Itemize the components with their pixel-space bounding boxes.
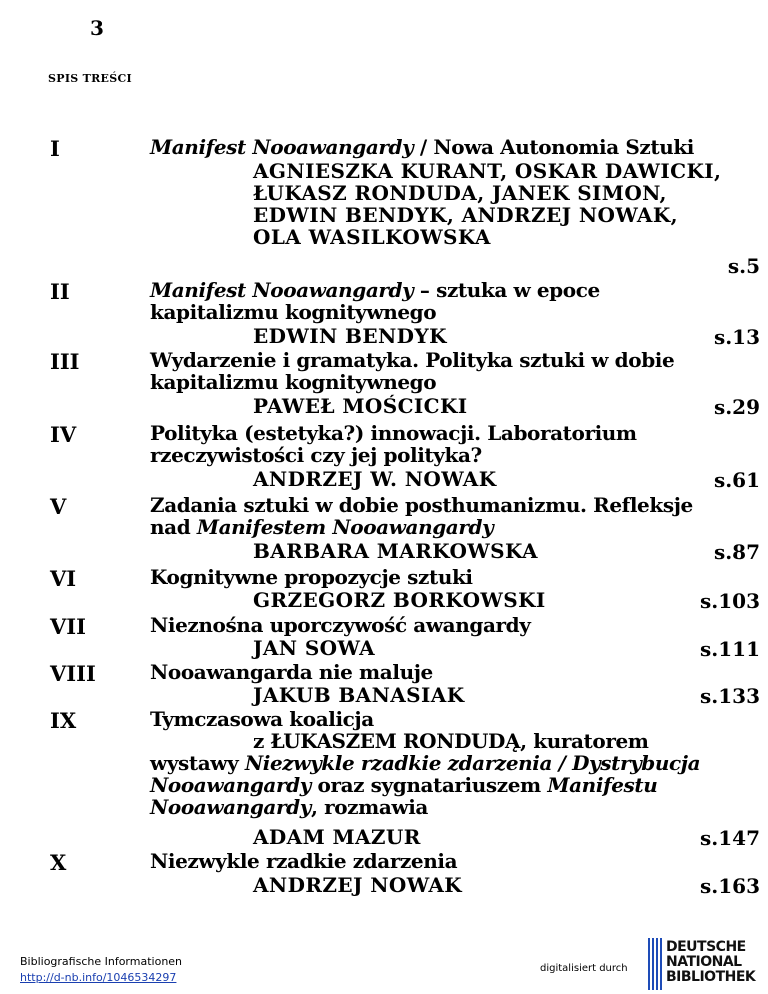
entry-number: X (50, 850, 67, 875)
dnb-logo-text: DEUTSCHE NATIONAL BIBLIOTHEK (666, 939, 756, 985)
entry-number: VIII (50, 661, 96, 686)
entry-author: JAKUB BANASIAK (253, 683, 465, 707)
entry-page: s.111 (700, 637, 760, 661)
bibliographic-info (20, 955, 182, 984)
entry-author: ANDRZEJ NOWAK (253, 873, 463, 897)
entry-title: Nieznośna uporczywość awangardy (150, 613, 531, 637)
entry-number: VI (50, 566, 77, 591)
entry-author: GRZEGORZ BORKOWSKI (253, 588, 546, 612)
digitalized-by-label: digitalisiert durch (540, 963, 628, 974)
entry-page: s.29 (713, 395, 760, 419)
dnb-link[interactable]: http://d-nb.info/1046534297 (20, 971, 177, 984)
page-number: 3 (90, 16, 104, 40)
entry-page: s.87 (713, 540, 760, 564)
entry-page: s.103 (700, 589, 760, 613)
entry-page: s.163 (700, 874, 760, 898)
entry-author: ADAM MAZUR (253, 825, 421, 849)
entry-number: I (50, 136, 60, 161)
entry-title: Wydarzenie i gramatyka. Polityka sztuki w dobie kapitalizmu kognitywnego (150, 348, 675, 394)
entry-title: Manifest Nooawangardy – sztuka w epoce kapitalizmu kognitywnego (150, 278, 600, 324)
bibliographic-label: Bibliografische Informationen (20, 955, 183, 968)
entry-page: s.147 (700, 826, 760, 850)
entry-title: Polityka (estetyka?) innowacji. Laboratorium rzeczywistości czy jej polityka? (150, 421, 637, 467)
dnb-logo (648, 938, 760, 990)
entry-page: s.133 (700, 684, 760, 708)
entry-page: s.5 (727, 254, 760, 278)
entry-number: IV (50, 422, 77, 447)
entry-number: III (50, 349, 80, 374)
toc-heading: SPIS TREŚCI (48, 72, 132, 85)
dnb-barcode-icon (648, 938, 662, 990)
entry-number: IX (50, 708, 77, 733)
entry-title: Nooawangarda nie maluje (150, 660, 433, 684)
entry-page: s.61 (713, 468, 760, 492)
entry-author: BARBARA MARKOWSKA (253, 539, 538, 563)
entry-author: JAN SOWA (253, 636, 375, 660)
entry-number: VII (50, 614, 86, 639)
entry-author: AGNIESZKA KURANT, OSKAR DAWICKI, ŁUKASZ RONDUDA, JANEK SIMON, EDWIN BENDYK, ANDRZEJ NOWAK, OLA WASILKOWSKA (253, 159, 722, 249)
entry-number: V (50, 494, 67, 519)
entry-author: ANDRZEJ W. NOWAK (253, 467, 497, 491)
entry-author: EDWIN BENDYK (253, 324, 447, 348)
entry-title: Kognitywne propozycje sztuki (150, 565, 473, 589)
entry-number: II (50, 279, 70, 304)
entry-author: PAWEŁ MOŚCICKI (253, 394, 468, 418)
entry-title: Niezwykle rzadkie zdarzenia (150, 849, 458, 873)
entry-title: Manifest Nooawangardy / Nowa Autonomia Sztuki (150, 135, 694, 159)
entry-title: Zadania sztuki w dobie posthumanizmu. Refleksje nad Manifestem Nooawangardy (150, 493, 693, 539)
entry-title: Tymczasowa koalicja z ŁUKASZEM RONDUDĄ, kuratorem wystawy Niezwykle rzadkie zdarzenia / Dystrybucja Nooawangardy oraz sygnatariuszem Manifestu Nooawangardy, rozmawia (150, 707, 701, 819)
entry-page: s.13 (713, 325, 760, 349)
